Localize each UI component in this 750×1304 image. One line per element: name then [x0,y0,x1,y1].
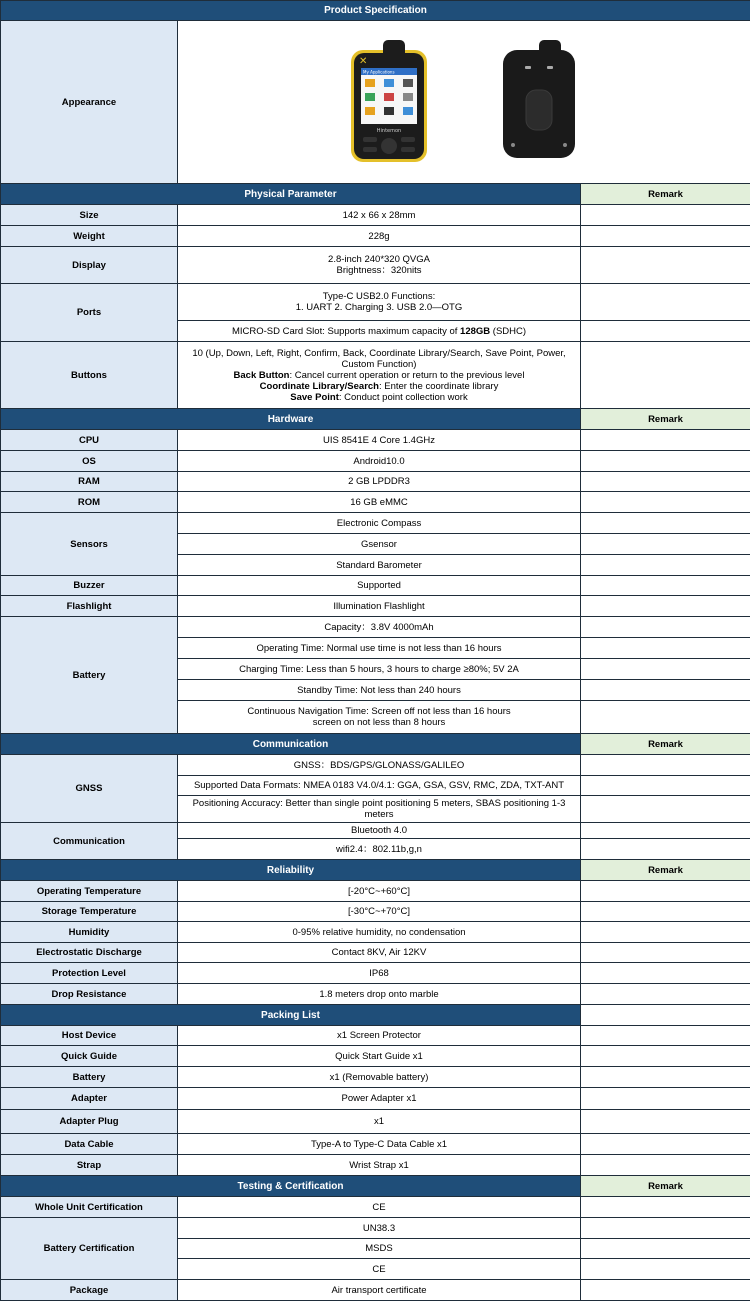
remark-cell [581,1155,750,1176]
spec-label: Storage Temperature [1,902,178,922]
remark-cell [581,472,750,492]
spec-value: 16 GB eMMC [178,492,581,513]
spec-value: Supported Data Formats: NMEA 0183 V4.0/4.1: GGA, GSA, GSV, RMC, ZDA, TXT-ANT [178,776,581,796]
remark-cell [581,205,750,226]
remark-cell [581,247,750,284]
spec-value: Type-C USB2.0 Functions: 1. UART 2. Charging 3. USB 2.0—OTG [178,284,581,321]
remark-cell [581,796,750,823]
remark-cell [581,1067,750,1088]
remark-cell [581,596,750,617]
spec-value: 1.8 meters drop onto marble [178,984,581,1005]
spec-label: Weight [1,226,178,247]
section-header-packing: Packing List [1,1005,581,1026]
spec-value: Operating Time: Normal use time is not less than 16 hours [178,638,581,659]
save-button-desc: Save Point: Conduct point collection work [290,391,468,403]
spec-label: Size [1,205,178,226]
spec-value: x1 [178,1110,581,1134]
spec-value: 142 x 66 x 28mm [178,205,581,226]
spec-label: Ports [1,284,178,342]
spec-label: Quick Guide [1,1046,178,1067]
spec-label: Buzzer [1,576,178,596]
remark-cell [581,776,750,796]
remark-cell [581,321,750,342]
remark-header: Remark [581,1176,750,1197]
spec-value: x1 Screen Protector [178,1026,581,1046]
sd-capacity: 128GB [460,325,491,337]
spec-value: Power Adapter x1 [178,1088,581,1110]
spec-value: wifi2.4：802.11b,g,n [178,839,581,860]
svg-text:✕: ✕ [359,55,368,67]
spec-value: MSDS [178,1239,581,1259]
spec-value: 2 GB LPDDR3 [178,472,581,492]
spec-label: Whole Unit Certification [1,1197,178,1218]
spec-value: Standby Time: Not less than 240 hours [178,680,581,701]
device-front-image [349,40,429,165]
spec-value: Quick Start Guide x1 [178,1046,581,1067]
spec-label: Package [1,1280,178,1301]
remark-cell [581,1088,750,1110]
spec-label: Sensors [1,513,178,576]
spec-label: Adapter Plug [1,1110,178,1134]
remark-cell [581,226,750,247]
remark-cell [581,1239,750,1259]
spec-label: ROM [1,492,178,513]
remark-cell [581,963,750,984]
remark-header: Remark [581,409,750,430]
spec-value: UIS 8541E 4 Core 1.4GHz [178,430,581,451]
spec-value: UN38.3 [178,1218,581,1239]
remark-cell [581,638,750,659]
spec-label: GNSS [1,755,178,823]
spec-value: CE [178,1197,581,1218]
spec-value: 228g [178,226,581,247]
spec-label: Display [1,247,178,284]
spec-label: Buttons [1,342,178,409]
remark-cell [581,701,750,734]
remark-cell [581,284,750,321]
spec-value: x1 (Removable battery) [178,1067,581,1088]
spec-label: Communication [1,823,178,860]
spec-value: Type-A to Type-C Data Cable x1 [178,1134,581,1155]
remark-cell [581,1218,750,1239]
spec-label: Protection Level [1,963,178,984]
remark-cell [581,902,750,922]
spec-label: RAM [1,472,178,492]
spec-value: Contact 8KV, Air 12KV [178,943,581,963]
remark-cell [581,555,750,576]
remark-cell [581,1134,750,1155]
spec-value: Capacity：3.8V 4000mAh [178,617,581,638]
spec-value: Charging Time: Less than 5 hours, 3 hours to charge ≥80%; 5V 2A [178,659,581,680]
svg-text:Hintemon: Hintemon [376,127,402,134]
remark-cell [581,1280,750,1301]
spec-label: Data Cable [1,1134,178,1155]
remark-cell [581,943,750,963]
remark-cell [581,755,750,776]
section-header-communication: Communication [1,734,581,755]
spec-value: IP68 [178,963,581,984]
remark-cell [581,576,750,596]
spec-value: 0-95% relative humidity, no condensation [178,922,581,943]
buttons-list: 10 (Up, Down, Left, Right, Confirm, Back, Coordinate Library/Search, Save Point, Power, Custom Function) [192,347,566,370]
spec-value: Continuous Navigation Time: Screen off not less than 16 hours screen on not less than 8 hours [178,701,581,734]
spec-value: [-30°C~+70°C] [178,902,581,922]
remark-cell [581,1005,750,1026]
section-header-reliability: Reliability [1,860,581,881]
spec-label: Flashlight [1,596,178,617]
spec-value: Illumination Flashlight [178,596,581,617]
spec-value: Air transport certificate [178,1280,581,1301]
remark-cell [581,839,750,860]
remark-cell [581,1259,750,1280]
remark-cell [581,1197,750,1218]
spec-label: Operating Temperature [1,881,178,902]
spec-value: CE [178,1259,581,1280]
spec-label: Adapter [1,1088,178,1110]
remark-cell [581,534,750,555]
remark-cell [581,513,750,534]
remark-cell [581,492,750,513]
spec-label: Host Device [1,1026,178,1046]
spec-label: OS [1,451,178,472]
remark-cell [581,922,750,943]
remark-cell [581,430,750,451]
spec-label: Electrostatic Discharge [1,943,178,963]
appearance-label: Appearance [1,21,178,184]
spec-value [178,342,581,409]
spec-label: CPU [1,430,178,451]
sd-format: (SDHC) [490,325,527,337]
spec-label: Humidity [1,922,178,943]
remark-header: Remark [581,184,750,205]
spec-label: Strap [1,1155,178,1176]
remark-cell [581,1026,750,1046]
remark-cell [581,342,750,409]
section-header-hardware: Hardware [1,409,581,430]
coord-button-desc: Coordinate Library/Search: Enter the coordinate library [259,380,499,392]
sd-text: MICRO-SD Card Slot: Supports maximum capacity of [231,325,461,337]
back-button-desc: Back Button: Cancel current operation or return to the previous level [233,369,525,381]
spec-value: Bluetooth 4.0 [178,823,581,839]
device-back-image [499,40,579,165]
remark-cell [581,451,750,472]
remark-cell [581,1110,750,1134]
spec-label: Battery [1,617,178,734]
spec-value: Android10.0 [178,451,581,472]
section-header-testing: Testing & Certification [1,1176,581,1197]
svg-text:My Applications: My Applications [363,69,395,74]
spec-value: Gsensor [178,534,581,555]
spec-value: Wrist Strap x1 [178,1155,581,1176]
remark-cell [581,659,750,680]
spec-value: Positioning Accuracy: Better than single point positioning 5 meters, SBAS positioning 1-3 meters [178,796,581,823]
remark-header: Remark [581,860,750,881]
section-header-physical: Physical Parameter [1,184,581,205]
spec-value: 2.8-inch 240*320 QVGA Brightness：320nits [178,247,581,284]
spec-label: Drop Resistance [1,984,178,1005]
spec-value: Supported [178,576,581,596]
appearance-images [178,21,750,184]
spec-value [178,321,581,342]
spec-value: GNSS：BDS/GPS/GLONASS/GALILEO [178,755,581,776]
remark-cell [581,881,750,902]
spec-value: Standard Barometer [178,555,581,576]
remark-header: Remark [581,734,750,755]
table-title: Product Specification [1,1,750,21]
spec-value: [-20°C~+60°C] [178,881,581,902]
remark-cell [581,823,750,839]
remark-cell [581,1046,750,1067]
remark-cell [581,617,750,638]
remark-cell [581,680,750,701]
spec-label: Battery [1,1067,178,1088]
spec-value: Electronic Compass [178,513,581,534]
remark-cell [581,984,750,1005]
spec-label: Battery Certification [1,1218,178,1280]
